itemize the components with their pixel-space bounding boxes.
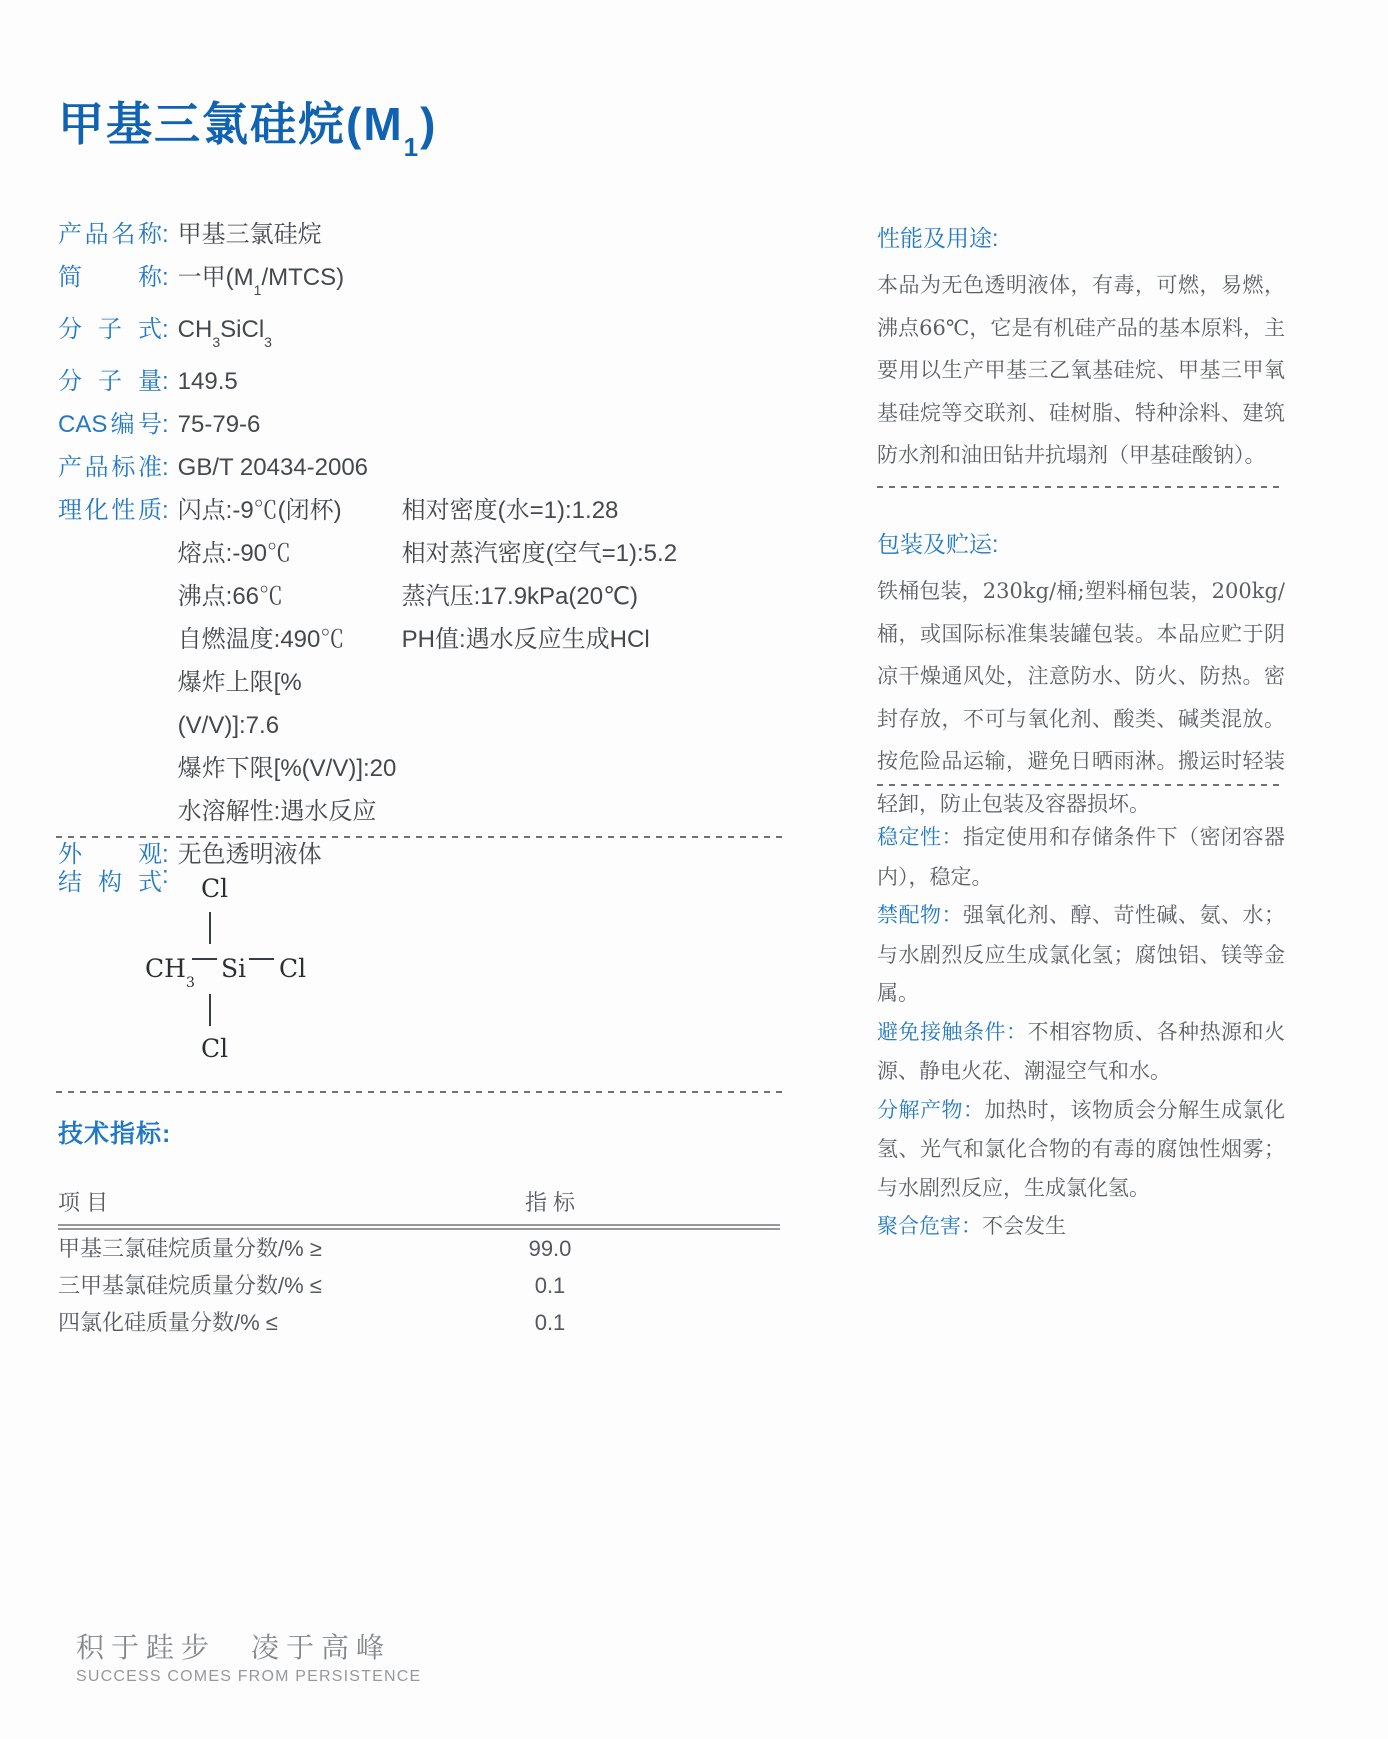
phys-item: 熔点:-90℃ xyxy=(177,539,292,567)
safety-label: 避免接触条件： xyxy=(877,1020,1028,1044)
safety-paragraph-decomposition xyxy=(877,1091,1285,1208)
safety-text: 指定使用和存储条件下（密闭容器内），稳定。 xyxy=(877,825,1285,889)
safety-paragraph-incompatibles xyxy=(877,896,1285,1013)
formula-bond-horizontal-right xyxy=(249,958,274,960)
phys-item: 爆炸下限[%(V/V)]:20 xyxy=(177,754,397,782)
field-label: 简称 xyxy=(58,264,162,291)
field-row-product-name xyxy=(58,213,784,256)
structural-formula xyxy=(145,874,345,1074)
page-title-main: 甲基三氯硅烷(M xyxy=(58,98,404,150)
phys-item: 相对蒸汽密度(空气=1):5.2 xyxy=(401,539,678,567)
field-label: 外观 xyxy=(58,840,162,868)
packing-section xyxy=(877,528,1285,825)
table-row xyxy=(58,1230,780,1267)
field-row-abbreviation xyxy=(58,256,784,308)
formula-cl-top: Cl xyxy=(201,874,229,903)
safety-label: 分解产物： xyxy=(877,1098,985,1122)
field-label: 产品名称 xyxy=(58,221,162,248)
safety-text: 不会发生 xyxy=(982,1214,1066,1238)
phys-item: 相对密度(水=1):1.28 xyxy=(401,496,619,524)
table-row xyxy=(58,1304,780,1341)
field-colon: : xyxy=(162,410,169,438)
field-label: 结构式 xyxy=(58,869,162,896)
tech-indicators-heading: 技术指标: xyxy=(58,1120,172,1148)
safety-text: 加热时，该物质会分解生成氯化氢、光气和氯化合物的有毒的腐蚀性烟雾；与水剧烈反应，生成氯化氢。 xyxy=(877,1097,1285,1200)
divider-dashed xyxy=(56,1091,782,1093)
field-label: 分子式 xyxy=(58,315,162,343)
safety-label: 稳定性： xyxy=(877,826,963,849)
field-value: GB/T 20434-2006 xyxy=(177,453,369,481)
formula-cl-bottom: Cl xyxy=(201,1034,229,1063)
table-header-item: 项 目 xyxy=(58,1190,109,1215)
footer xyxy=(76,1630,421,1688)
safety-paragraph-avoid-contact xyxy=(877,1013,1285,1091)
safety-label: 聚合危害： xyxy=(877,1215,982,1238)
formula-bond-vertical-bottom xyxy=(209,994,211,1026)
table-row xyxy=(58,1267,780,1304)
phys-item: PH值:遇水反应生成HCl xyxy=(401,625,650,653)
page-title xyxy=(58,88,438,163)
safety-text: 强氧化剂、醇、苛性碱、氨、水；与水剧烈反应生成氯化氢；腐蚀铝、镁等金属。 xyxy=(877,903,1285,1005)
phys-item: 爆炸上限[%(V/V)]:7.6 xyxy=(177,668,302,739)
phys-column-1 xyxy=(178,489,402,833)
field-colon: : xyxy=(162,862,169,889)
field-value: 无色透明液体 xyxy=(177,840,322,868)
tech-indicators-table xyxy=(58,1186,780,1341)
table-cell-value: 0.1 xyxy=(534,1273,566,1298)
safety-paragraph-polymerization xyxy=(877,1207,1285,1247)
field-label: 产品标准 xyxy=(58,453,162,481)
field-colon: : xyxy=(162,264,169,291)
formula-cl-right: Cl xyxy=(279,954,307,983)
phys-item: 闪点:-9℃(闭杯) xyxy=(177,496,342,524)
field-label: CAS编号 xyxy=(58,410,162,438)
phys-item: 蒸汽压:17.9kPa(20℃) xyxy=(401,582,639,610)
table-cell-item: 甲基三氯硅烷质量分数/% ≥ xyxy=(58,1236,322,1261)
safety-section xyxy=(877,818,1285,1247)
performance-section xyxy=(877,222,1285,477)
page-title-subscript: 1 xyxy=(403,132,421,163)
field-row-cas-number xyxy=(58,403,784,446)
table-cell-item: 三甲基氯硅烷质量分数/% ≤ xyxy=(58,1273,322,1298)
field-value: 甲基三氯硅烷 xyxy=(177,221,322,248)
field-value: 149.5 xyxy=(177,367,238,395)
phys-column-2 xyxy=(402,489,784,661)
field-colon: : xyxy=(162,221,169,248)
formula-bond-horizontal-left xyxy=(192,958,217,960)
divider-dashed xyxy=(56,836,782,838)
formula-bond-vertical-top xyxy=(209,912,211,944)
field-row-molecular-weight xyxy=(58,360,784,403)
safety-label: 禁配物： xyxy=(877,904,963,927)
field-value: $CH_3SiCl_3$ xyxy=(177,315,272,350)
phys-item: 沸点:66℃ xyxy=(177,582,284,610)
packing-body: 铁桶包装，230kg/桶;塑料桶包装，200kg/桶，或国际标准集装罐包装。本品应贮于阴凉干燥通风处，注意防水、防火、防热。密封存放，不可与氧化剂、酸类、碱类混放。按危险品运输，避免日晒雨淋。搬运时轻装轻卸，防止包装及容器损坏。 xyxy=(877,579,1285,816)
field-row-product-standard xyxy=(58,446,784,489)
table-header-value: 指 标 xyxy=(524,1190,576,1215)
field-value: 一甲$(M_1/MTCS)$ xyxy=(177,264,345,298)
safety-text: 不相容物质、各种热源和火源、静电火花、潮湿空气和水。 xyxy=(877,1019,1285,1083)
formula-si: Si xyxy=(221,954,247,983)
field-colon: : xyxy=(162,840,169,868)
performance-body: 本品为无色透明液体，有毒，可燃，易燃，沸点66℃，它是有机硅产品的基本原料，主要用以生产甲基三乙氧基硅烷、甲基三甲氧基硅烷等交联剂、硅树脂、特种涂料、建筑防水剂和油田钻井抗塌剂（甲基硅酸钠）。 xyxy=(877,273,1285,467)
footer-slogan: 积于跬步 凌于高峰 xyxy=(76,1632,392,1663)
field-colon: : xyxy=(162,453,169,481)
field-row-molecular-formula xyxy=(58,308,784,360)
field-colon: : xyxy=(162,496,169,524)
table-cell-item: 四氯化硅质量分数/% ≤ xyxy=(58,1310,278,1335)
packing-heading: 包装及贮运: xyxy=(877,531,999,557)
phys-item: 水溶解性:遇水反应 xyxy=(177,797,377,825)
table-cell-value: 99.0 xyxy=(528,1236,572,1261)
field-label: 理化性质 xyxy=(58,496,162,524)
table-header-row xyxy=(58,1186,780,1222)
table-cell-value: 0.1 xyxy=(534,1310,566,1335)
field-value: 75-79-6 xyxy=(177,410,261,438)
safety-paragraph-stability xyxy=(877,818,1285,896)
field-label: 分子量 xyxy=(58,367,162,395)
page-title-tail: ) xyxy=(420,98,438,150)
field-colon: : xyxy=(162,367,169,395)
field-row-physical-properties xyxy=(58,489,784,833)
phys-item: 自燃温度:490℃ xyxy=(177,625,345,653)
formula-ch3: $CH_3$ xyxy=(145,954,195,991)
divider-dashed xyxy=(877,486,1285,488)
footer-slogan-english: SUCCESS COMES FROM PERSISTENCE xyxy=(76,1668,422,1685)
performance-heading: 性能及用途: xyxy=(877,225,999,251)
product-info-section xyxy=(58,213,784,876)
field-colon: : xyxy=(162,315,169,343)
